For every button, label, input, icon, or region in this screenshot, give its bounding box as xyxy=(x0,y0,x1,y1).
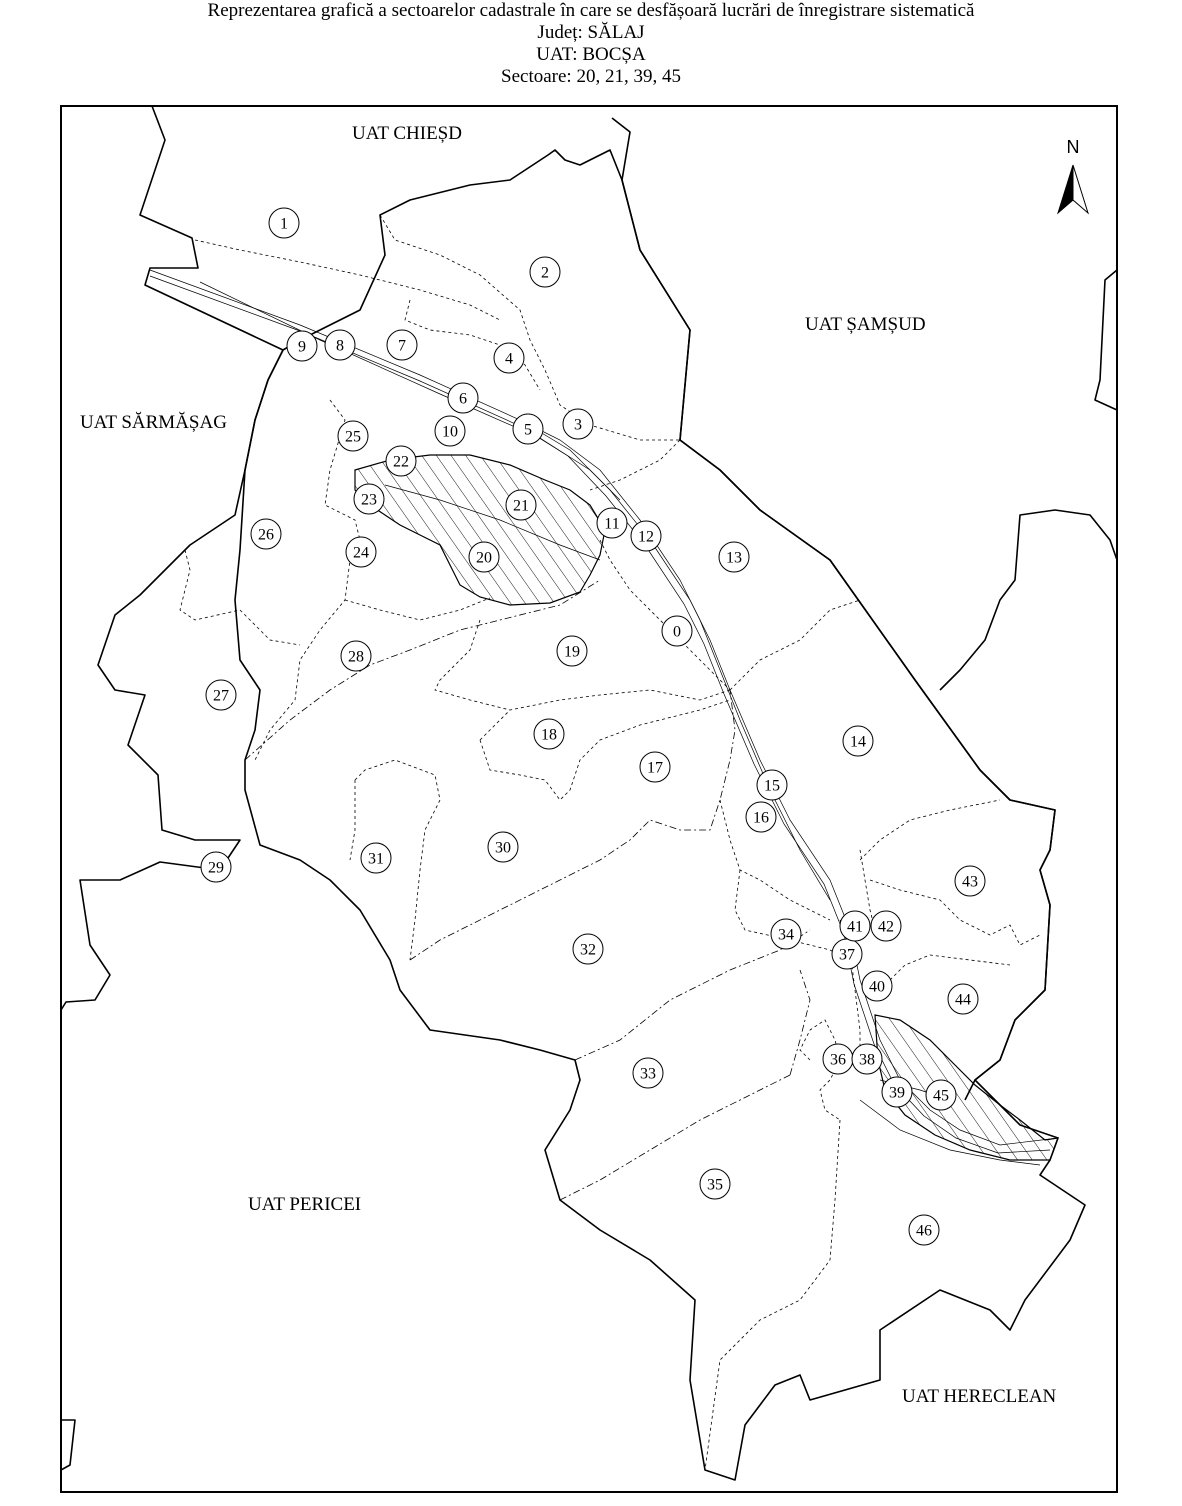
sector-number: 34 xyxy=(778,926,794,944)
sector-marker-4 xyxy=(494,343,524,373)
sector-number: 16 xyxy=(753,809,769,827)
sector-marker-35 xyxy=(700,1169,730,1199)
sector-number: 7 xyxy=(398,337,406,355)
sector-marker-7 xyxy=(387,330,417,360)
north-arrow-icon xyxy=(1058,137,1088,213)
sector-number: 32 xyxy=(580,941,596,959)
sector-number: 10 xyxy=(442,423,458,441)
map-title: Reprezentarea grafică a sectoarelor cadastrale în care se desfășoară lucrări de înregistrare sistematică xyxy=(207,0,975,21)
sector-number: 31 xyxy=(368,850,384,868)
sector-marker-1 xyxy=(269,208,299,238)
neighbor-label-east: UAT ȘAMȘUD xyxy=(805,314,926,335)
sector-marker-43 xyxy=(955,866,985,896)
sector-marker-9 xyxy=(287,331,317,361)
north-label: N xyxy=(1066,137,1080,157)
hatched-sectors-20-21 xyxy=(355,455,605,605)
sector-number: 12 xyxy=(638,528,654,546)
sector-marker-6 xyxy=(448,383,478,413)
sector-marker-13 xyxy=(719,542,749,572)
sector-number: 38 xyxy=(859,1051,875,1069)
sector-marker-39 xyxy=(882,1077,912,1107)
sector-marker-12 xyxy=(631,521,661,551)
sector-number: 5 xyxy=(524,421,532,439)
sector-number: 21 xyxy=(513,497,529,515)
sector-number: 27 xyxy=(213,687,229,705)
sector-boundaries xyxy=(180,215,1040,1470)
sector-marker-36 xyxy=(823,1044,853,1074)
sector-number: 13 xyxy=(726,549,742,567)
sector-number: 35 xyxy=(707,1176,723,1194)
sector-marker-33 xyxy=(633,1058,663,1088)
neighbor-label-south-west: UAT PERICEI xyxy=(248,1194,362,1215)
sector-marker-16 xyxy=(746,802,776,832)
sector-number: 1 xyxy=(280,215,288,233)
sector-number: 44 xyxy=(955,991,971,1009)
sector-number: 11 xyxy=(604,515,620,533)
sector-number: 23 xyxy=(361,491,377,509)
neighbor-label-south-east: UAT HERECLEAN xyxy=(902,1386,1057,1407)
sectors-label: Sectoare: 20, 21, 39, 45 xyxy=(501,66,681,87)
sector-marker-15 xyxy=(757,770,787,800)
sector-marker-21 xyxy=(506,490,536,520)
sector-number: 20 xyxy=(476,549,492,567)
sector-number: 39 xyxy=(889,1084,905,1102)
sector-number: 26 xyxy=(258,526,274,544)
sector-number: 19 xyxy=(564,643,580,661)
neighbor-label-west: UAT SĂRMĂȘAG xyxy=(80,412,227,433)
sector-marker-40 xyxy=(862,971,892,1001)
sector-marker-2 xyxy=(530,257,560,287)
sector-number: 24 xyxy=(353,544,369,562)
sector-marker-42 xyxy=(871,911,901,941)
sector-number: 33 xyxy=(640,1065,656,1083)
sector-marker-10 xyxy=(435,416,465,446)
sector-number: 25 xyxy=(345,428,361,446)
sector-marker-0 xyxy=(662,616,692,646)
sector-marker-38 xyxy=(852,1044,882,1074)
sector-number: 40 xyxy=(869,978,885,996)
sector-marker-19 xyxy=(557,636,587,666)
sector-number: 43 xyxy=(962,873,978,891)
sector-marker-28 xyxy=(341,641,371,671)
sector-marker-17 xyxy=(640,752,670,782)
sector-marker-5 xyxy=(513,414,543,444)
sector-number: 28 xyxy=(348,648,364,666)
sector-marker-44 xyxy=(948,984,978,1014)
sector-number: 14 xyxy=(850,733,866,751)
sector-marker-14 xyxy=(843,726,873,756)
sector-marker-22 xyxy=(386,446,416,476)
sector-number: 37 xyxy=(839,946,855,964)
sector-markers xyxy=(201,208,985,1245)
sector-marker-41 xyxy=(840,911,870,941)
sector-marker-20 xyxy=(469,542,499,572)
sector-number: 8 xyxy=(336,337,344,355)
sector-marker-34 xyxy=(771,919,801,949)
sector-marker-31 xyxy=(361,843,391,873)
sector-marker-46 xyxy=(909,1215,939,1245)
sector-marker-3 xyxy=(563,409,593,439)
sector-number: 18 xyxy=(541,726,557,744)
sector-marker-8 xyxy=(325,330,355,360)
map-frame xyxy=(61,106,1117,1492)
sector-marker-26 xyxy=(251,519,281,549)
sector-number: 15 xyxy=(764,777,780,795)
sector-number: 46 xyxy=(916,1222,932,1240)
sector-number: 9 xyxy=(298,338,306,356)
sector-marker-30 xyxy=(488,832,518,862)
sector-number: 6 xyxy=(459,390,467,408)
sector-marker-29 xyxy=(201,852,231,882)
county-label: Județ: SĂLAJ xyxy=(537,22,645,43)
sector-marker-18 xyxy=(534,719,564,749)
sector-marker-24 xyxy=(346,537,376,567)
sector-number: 4 xyxy=(505,350,513,368)
sector-marker-11 xyxy=(597,508,627,538)
sector-marker-25 xyxy=(338,421,368,451)
sector-number: 29 xyxy=(208,859,224,877)
sector-number: 2 xyxy=(541,264,549,282)
neighbor-borders xyxy=(61,106,1117,1470)
sector-number: 30 xyxy=(495,839,511,857)
bocsa-boundary xyxy=(235,150,1085,1480)
sector-number: 22 xyxy=(393,453,409,471)
transport-corridor xyxy=(150,270,1058,1165)
sector-marker-23 xyxy=(354,484,384,514)
sector-number: 3 xyxy=(574,416,582,434)
sector-number: 42 xyxy=(878,918,894,936)
sector-number: 17 xyxy=(647,759,663,777)
sector-marker-45 xyxy=(926,1080,956,1110)
uat-label: UAT: BOCȘA xyxy=(536,44,646,65)
sector-number: 36 xyxy=(830,1051,846,1069)
sector-marker-37 xyxy=(832,939,862,969)
sector-marker-27 xyxy=(206,680,236,710)
sector-number: 45 xyxy=(933,1087,949,1105)
sector-marker-32 xyxy=(573,934,603,964)
sector-number: 41 xyxy=(847,918,863,936)
neighbor-label-north: UAT CHIEȘD xyxy=(352,123,462,144)
sector-number: 0 xyxy=(673,623,681,641)
